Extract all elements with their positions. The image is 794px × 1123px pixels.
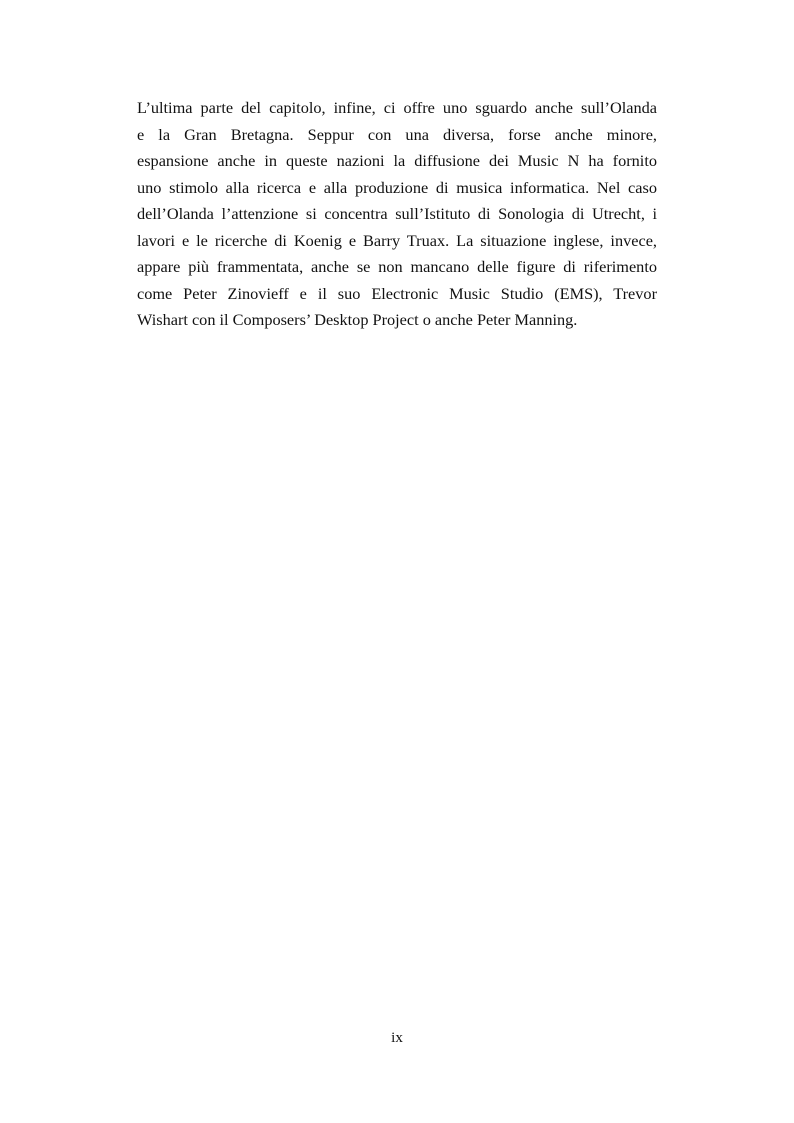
paragraph-line: appare più frammentata, anche se non mancano delle figure di riferimento (137, 257, 657, 276)
paragraph-line: come Peter Zinovieff e il suo Electronic Music Studio (EMS), Trevor (137, 283, 657, 303)
body-paragraph (137, 95, 657, 334)
page-number: ix (391, 1030, 403, 1046)
paragraph-line: dell’Olanda l’attenzione si concentra sull’Istituto di Sonologia di Utrecht, i (137, 204, 657, 223)
paragraph-line: lavori e le ricerche di Koenig e Barry Truax. La situazione inglese, invece, (137, 230, 657, 250)
paragraph-line: L’ultima parte del capitolo, infine, ci offre uno sguardo anche sull’Olanda (137, 98, 657, 117)
paragraph-line: uno stimolo alla ricerca e alla produzione di musica informatica. Nel caso (137, 177, 657, 197)
paragraph-line: Wishart con il Composers’ Desktop Project o anche Peter Manning. (137, 310, 578, 329)
paragraph-line: espansione anche in queste nazioni la diffusione dei Music N ha fornito (137, 151, 657, 170)
paragraph-line: e la Gran Bretagna. Seppur con una diversa, forse anche minore, (137, 124, 657, 144)
